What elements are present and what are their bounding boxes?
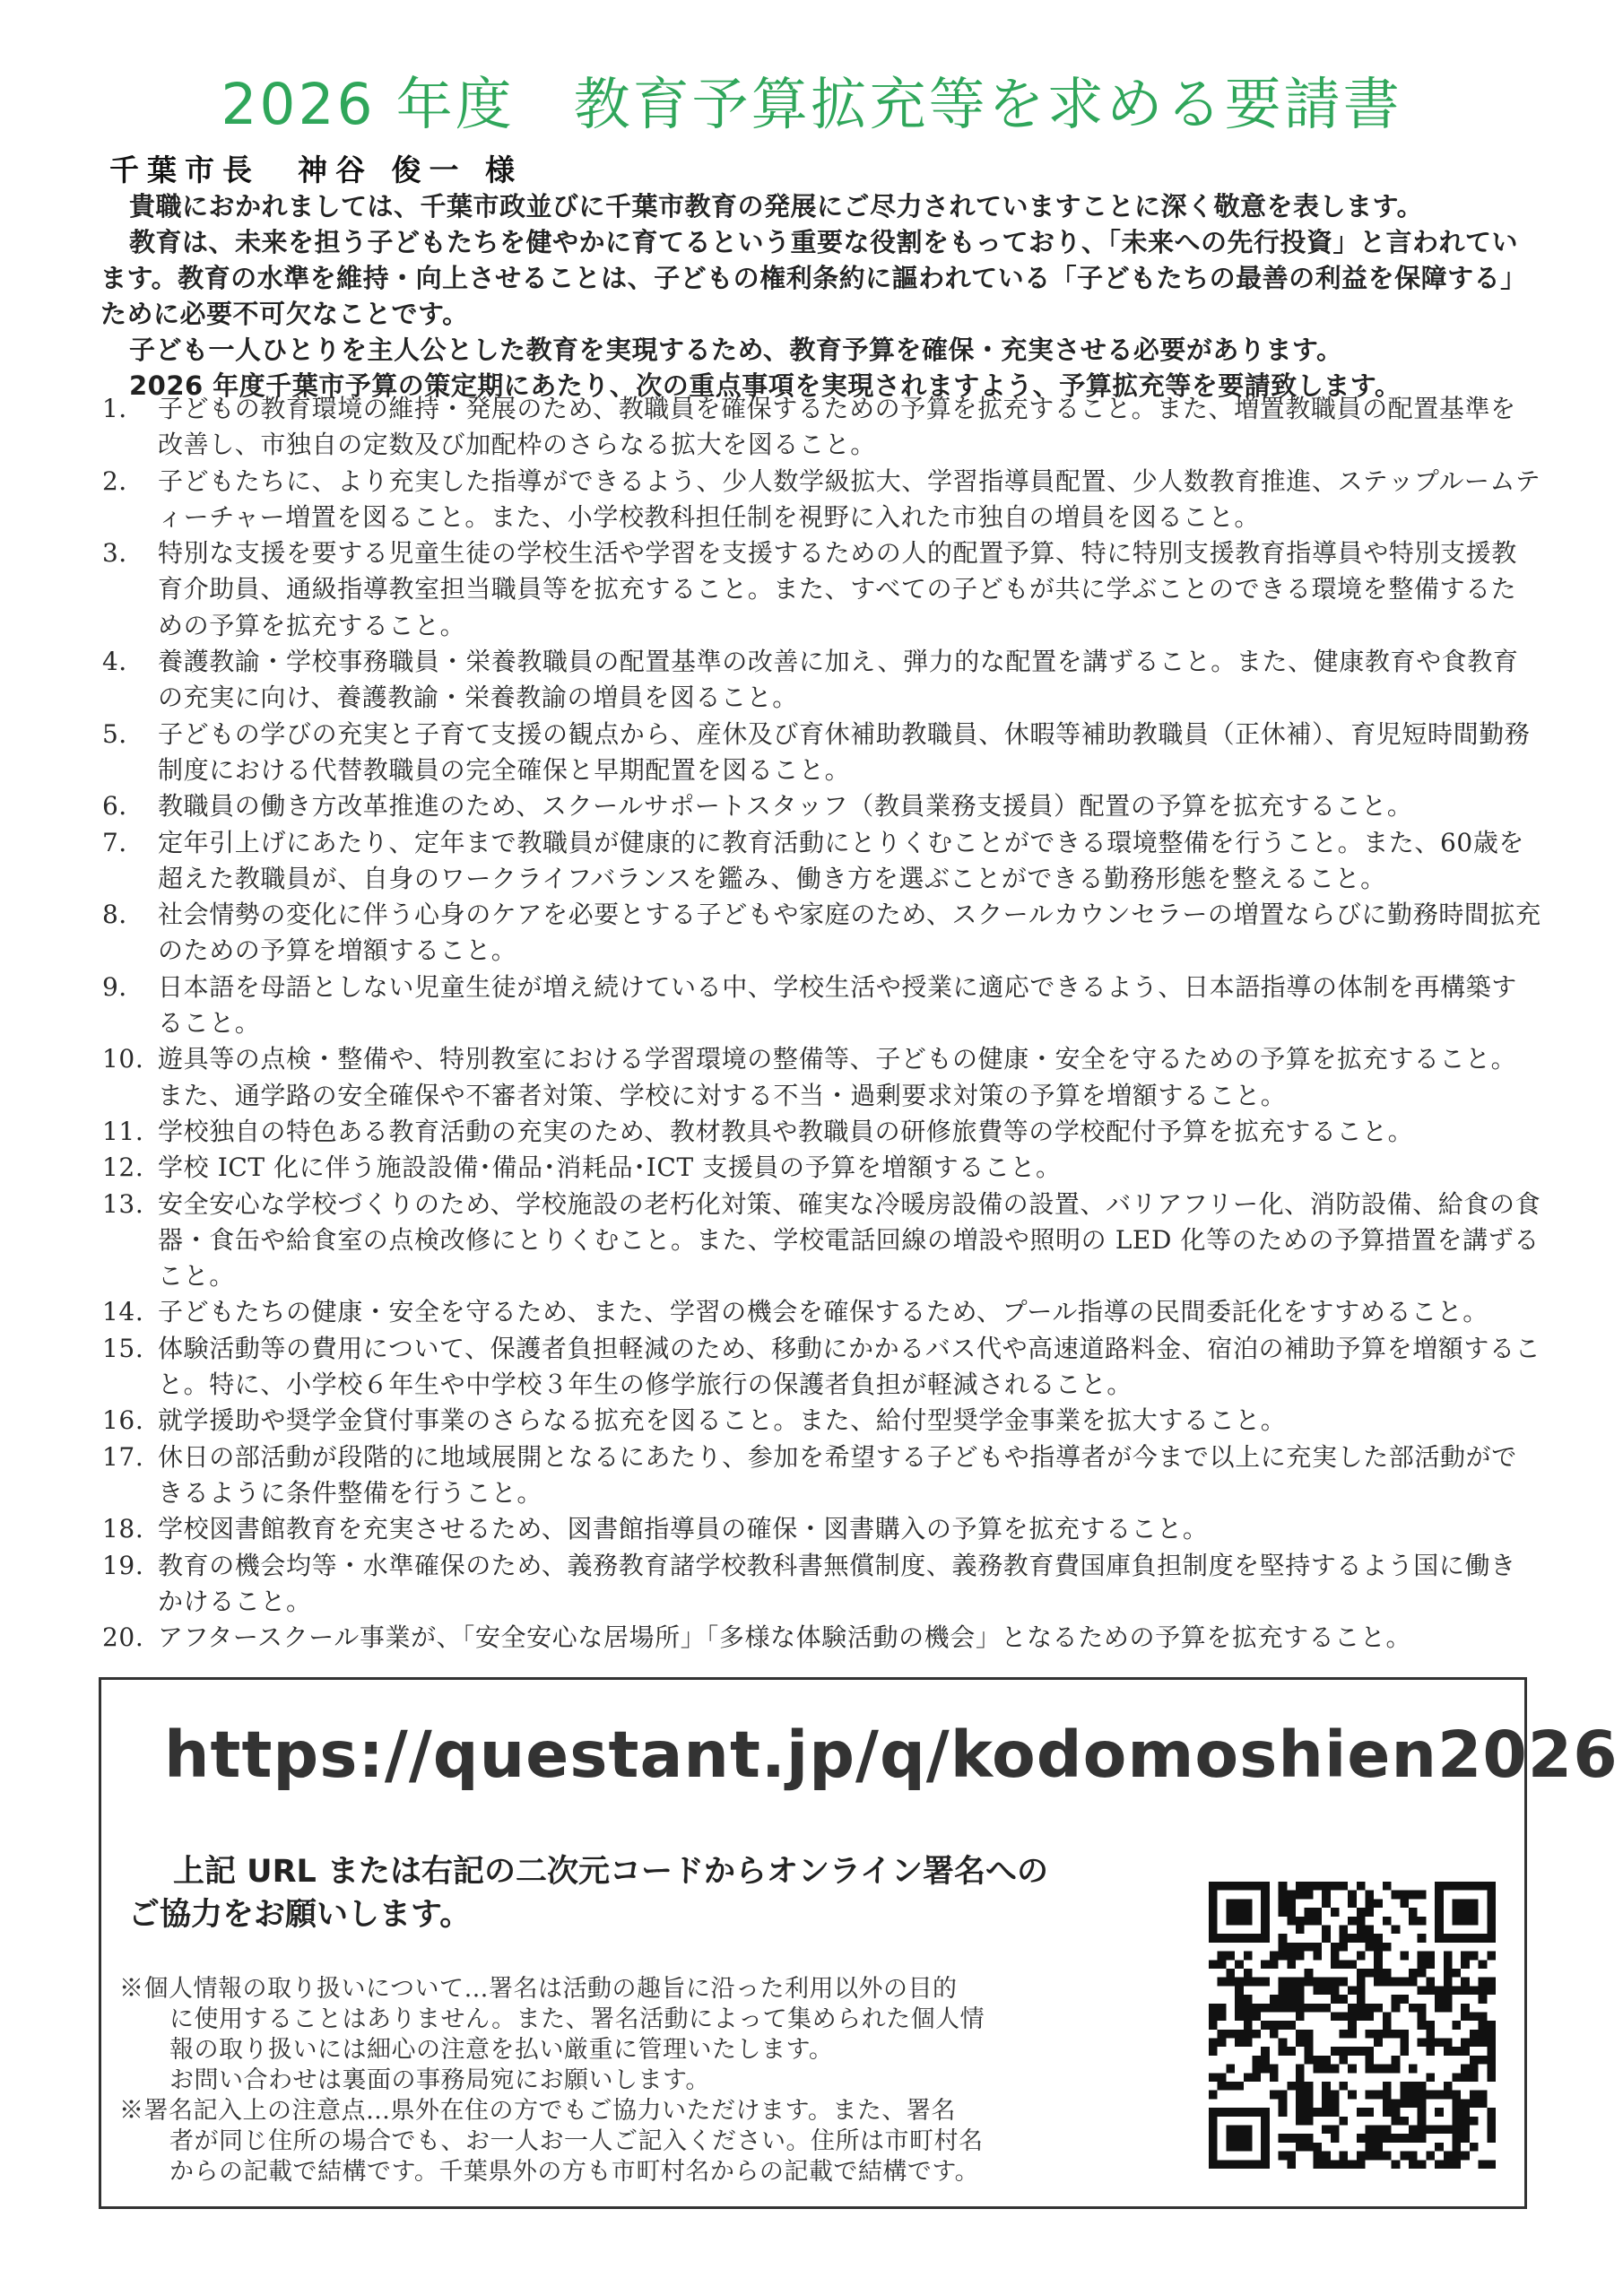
request-item-text: 学校 ICT 化に伴う施設設備･備品･消耗品･ICT 支援員の予算を増額すること。 — [158, 1152, 1062, 1183]
request-item-number: 14. — [102, 1297, 144, 1327]
request-item-text: 遊具等の点検・整備や、特別教室における学習環境の整備等、子どもの健康・安全を守るための予算を拡充すること。また、通学路の安全確保や不審者対策、学校に対する不当・過剰要求対策の予算を増額すること。 — [158, 1044, 1517, 1110]
request-item — [102, 1041, 1541, 1114]
request-item-number: 10. — [102, 1044, 144, 1074]
signature-box — [99, 1677, 1619, 2209]
note-line: ※署名記入上の注意点…県外在住の方でもご協力いただけます。また、署名 — [119, 2097, 956, 2125]
request-item-number: 5． — [102, 718, 145, 749]
request-item — [102, 825, 1541, 898]
request-item-number: 6． — [102, 791, 145, 822]
request-item — [102, 1439, 1541, 1512]
intro-paragraph: 子ども一人ひとりを主人公とした教育を実現するため、教育予算を確保・充実させる必要があります。 — [129, 335, 1343, 365]
request-item-number: 13. — [102, 1188, 144, 1219]
note-line: お問い合わせは裏面の事務局宛にお願いします。 — [169, 2066, 710, 2094]
request-item-text: 休日の部活動が段階的に地域展開となるにあたり、参加を希望する子どもや指導者が今まで以上に充実した部活動ができるように条件整備を行うこと。 — [158, 1441, 1517, 1508]
request-item-number: 19. — [102, 1550, 144, 1580]
request-item-text: アフタースクール事業が、「安全安心な居場所」「多様な体験活動の機会」となるための予算を拡充すること。 — [158, 1622, 1412, 1653]
request-item-number: 4． — [102, 647, 145, 677]
signature-notes — [119, 1974, 1195, 2187]
request-item-text: 就学援助や奨学金貸付事業のさらなる拡充を図ること。また、給付型奨学金事業を拡大すること。 — [158, 1405, 1287, 1436]
request-item-text: 子どもの教育環境の維持・発展のため、教職員を確保するための予算を拡充すること。また、増置教職員の配置基準を改善し、市独自の定数及び加配枠のさらなる拡大を図ること。 — [158, 394, 1516, 460]
request-item-text: 子どもたちの健康・安全を守るため、また、学習の機会を確保するため、プール指導の民間委託化をすすめること。 — [158, 1297, 1488, 1327]
request-item-text: 定年引上げにあたり、定年まで教職員が健康的に教育活動にとりくむことができる環境整備を行うこと。また、60歳を超えた教職員が、自身のワークライフバランスを鑑み、働き方を選ぶことができる勤務形態を整えること。 — [158, 827, 1525, 893]
request-item-number: 8． — [102, 900, 145, 930]
request-item-text: 子どもの学びの充実と子育て支援の観点から、産休及び育休補助教職員、休暇等補助教職員（正休補）、育児短時間勤務制度における代替教職員の完全確保と早期配置を図ること。 — [158, 718, 1531, 785]
request-item-text: 教職員の働き方改革推進のため、スクールサポートスタッフ（教員業務支援員）配置の予算を拡充すること。 — [158, 791, 1413, 822]
signature-callout — [128, 1850, 1240, 1936]
note-line: 報の取り扱いには細心の注意を払い厳重に管理いたします。 — [169, 2036, 834, 2064]
intro-paragraph: 教育は、未来を担う子どもたちを健やかに育てるという重要な役割をもっており、「未来への先行投資」と言われています。教育の水準を維持・向上させることは、子どもの権利条約に謳われている「子どもたちの最善の利益を保障する」ために必要不可欠なことです。 — [100, 227, 1527, 329]
request-item — [102, 1511, 1541, 1547]
intro-paragraph: 2026 年度千葉市予算の策定期にあたり、次の重点事項を実現されますよう、予算拡充等を要請致します。 — [129, 370, 1402, 401]
request-item-number: 9． — [102, 971, 145, 1002]
request-item-text: 教育の機会均等・水準確保のため、義務教育諸学校教科書無償制度、義務教育費国庫負担制度を堅持するよう国に働きかけること。 — [158, 1550, 1516, 1616]
request-item-text: 子どもたちに、より充実した指導ができるよう、少人数学級拡大、学習指導員配置、少人数教育推進、ステップルームティーチャー増置を図ること。また、小学校教科担任制を視野に入れた市独自の増員を図ること。 — [158, 465, 1541, 532]
signing-note — [119, 2096, 1195, 2187]
request-item-number: 16. — [102, 1405, 144, 1436]
request-item — [102, 788, 1541, 824]
request-item-text: 安全安心な学校づくりのため、学校施設の老朽化対策、確実な冷暖房設備の設置、バリアフリー化、消防設備、給食の食器・食缶や給食室の点検改修にとりくむこと。また、学校電話回線の増設や照明の LED 化等のための予算措置を講ずること。 — [158, 1188, 1541, 1292]
privacy-note — [119, 1974, 1195, 2096]
request-item — [102, 1620, 1541, 1656]
request-item-number: 2． — [102, 465, 145, 496]
request-item-number: 11. — [102, 1116, 144, 1146]
note-line: に使用することはありません。また、署名活動によって集められた個人情 — [169, 2005, 985, 2033]
note-line: ※個人情報の取り扱いについて…署名は活動の趣旨に沿った利用以外の目的 — [119, 1975, 958, 2003]
request-item-number: 20. — [102, 1622, 144, 1653]
request-item — [102, 717, 1541, 789]
request-item — [102, 1150, 1541, 1186]
request-item — [102, 391, 1541, 464]
request-item-text: 体験活動等の費用について、保護者負担軽減のため、移動にかかるバス代や高速道路料金、宿泊の補助予算を増額すること。特に、小学校６年生や中学校３年生の修学旅行の保護者負担が軽減されること。 — [158, 1333, 1541, 1400]
request-item-text: 学校図書館教育を充実させるため、図書館指導員の確保・図書購入の予算を拡充すること。 — [158, 1514, 1209, 1544]
signature-url[interactable]: https://questant.jp/q/kodomoshien2026 — [164, 1718, 1619, 1792]
request-item — [102, 1187, 1541, 1295]
intro-text — [100, 188, 1540, 404]
request-item — [102, 1331, 1541, 1404]
request-item-text: 特別な支援を要する児童生徒の学校生活や学習を支援するための人的配置予算、特に特別支援教育指導員や特別支援教育介助員、通級指導教室担当職員等を拡充すること。また、すべての子どもが共に学ぶことのできる環境を整備するための予算を拡充すること。 — [158, 538, 1517, 640]
request-item-number: 17. — [102, 1441, 144, 1472]
request-item — [102, 1114, 1541, 1150]
note-line: からの記載で結構です。千葉県外の方も市町村名からの記載で結構です。 — [169, 2158, 980, 2186]
request-item — [102, 464, 1541, 536]
request-item-number: 18. — [102, 1514, 144, 1544]
request-item-text: 社会情勢の変化に伴う心身のケアを必要とする子どもや家庭のため、スクールカウンセラーの増置ならびに勤務時間拡充のための予算を増額すること。 — [158, 900, 1541, 966]
request-item-text: 日本語を母語としない児童生徒が増え続けている中、学校生活や授業に適応できるよう、日本語指導の体制を再構築すること。 — [158, 971, 1517, 1039]
request-item-number: 12. — [102, 1152, 144, 1183]
request-item — [102, 535, 1541, 644]
callout-line: ご協力をお願いします。 — [128, 1897, 472, 1933]
request-item — [102, 1403, 1541, 1439]
request-item — [102, 644, 1541, 717]
request-item-text: 学校独自の特色ある教育活動の充実のため、教材教具や教職員の研修旅費等の学校配付予算を拡充すること。 — [158, 1116, 1414, 1146]
request-item-number: 3． — [102, 538, 145, 569]
request-item-number: 15. — [102, 1333, 144, 1363]
request-list — [102, 391, 1541, 1656]
request-item-text: 養護教諭・学校事務職員・栄養教職員の配置基準の改善に加え、弾力的な配置を講ずること。また、健康教育や食教育の充実に向け、養護教諭・栄養教諭の増員を図ること。 — [158, 647, 1519, 713]
request-item-number: 1． — [102, 394, 145, 423]
request-item — [102, 970, 1541, 1042]
addressee: 千葉市長 神谷 俊一 様 — [109, 152, 523, 187]
request-item — [102, 897, 1541, 970]
request-item — [102, 1294, 1541, 1330]
note-line: 者が同じ住所の場合でも、お一人お一人ご記入ください。住所は市町村名 — [169, 2127, 984, 2155]
document-title: 2026 年度 教育予算拡充等を求める要請書 — [221, 72, 1402, 137]
qr-code-icon[interactable] — [1209, 1882, 1496, 2169]
request-item-number: 7． — [102, 827, 145, 857]
callout-line: 上記 URL または右記の二次元コードからオンライン署名への — [173, 1854, 1048, 1890]
intro-paragraph: 貴職におかれましては、千葉市政並びに千葉市教育の発展にご尽力されていますことに深く敬意を表します。 — [129, 191, 1424, 222]
request-item — [102, 1548, 1541, 1621]
